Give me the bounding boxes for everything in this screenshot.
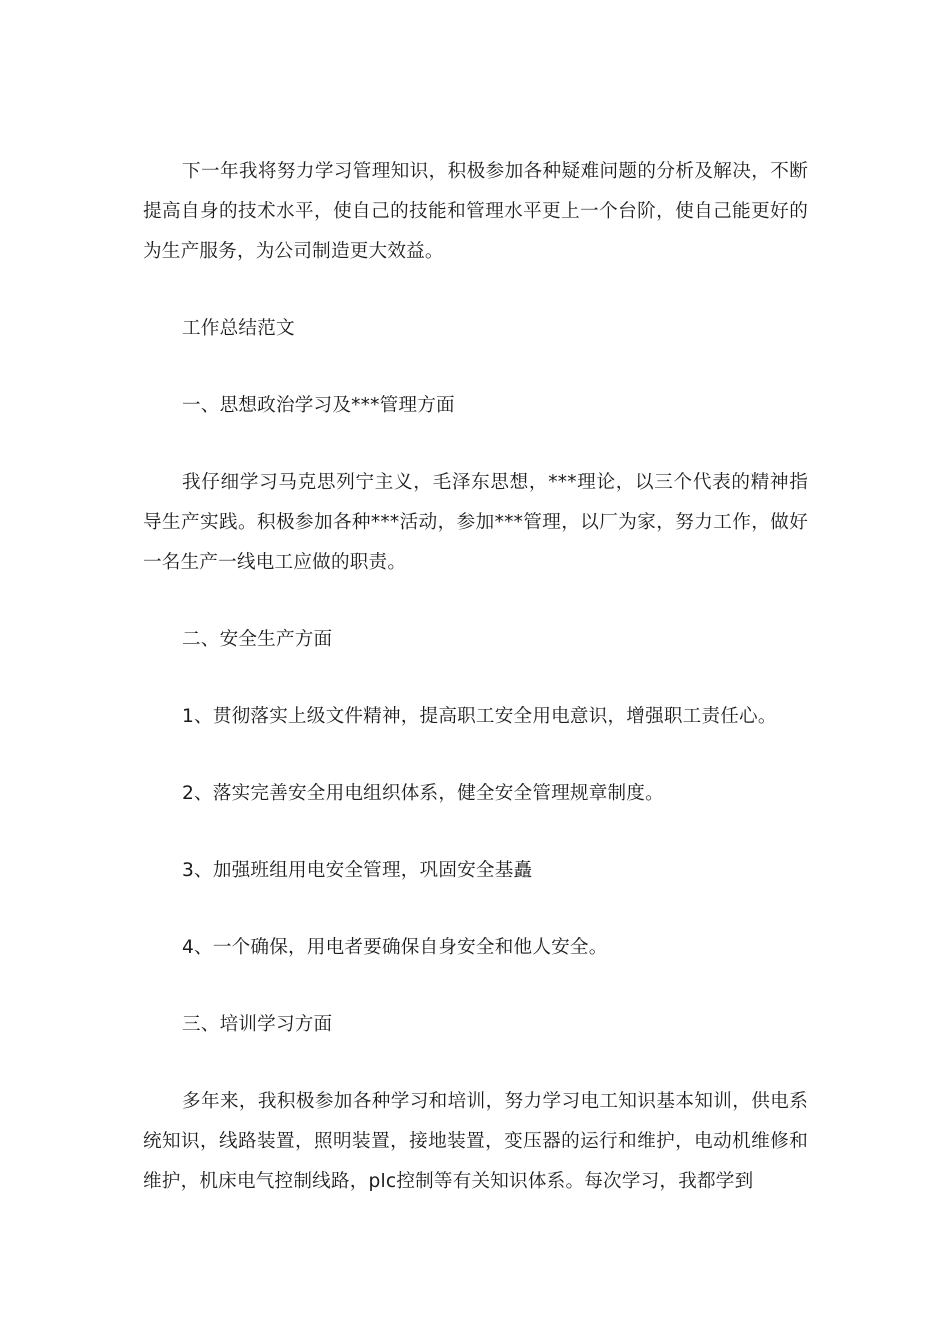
heading-training-study: 三、培训学习方面 [182,1014,333,1035]
list-item-safety-1: 1、贯彻落实上级文件精神，提高职工安全用电意识，增强职工责任心。 [182,706,777,727]
paragraph-gap [143,891,808,928]
heading-safety-production: 二、安全生产方面 [182,629,333,650]
paragraph-gap [143,737,808,774]
list-item-safety-2: 2、落实完善安全用电组织体系，健全安全管理规章制度。 [182,783,664,804]
paragraph-gap [143,583,808,620]
paragraph-political-study: 我仔细学习马克思列宁主义，毛泽东思想，***理论，以三个代表的精神指导生产实践。积极参加各种***活动，参加***管理，以厂为家，努力工作，做好一名生产一线电工应做的职责。 [143,472,808,573]
paragraph-gap [143,272,808,309]
paragraph-gap [143,349,808,386]
paragraph-gap [143,968,808,1005]
list-item-safety-4: 4、一个确保，用电者要确保自身安全和他人安全。 [182,937,608,958]
paragraph-training-study: 多年来，我积极参加各种学习和培训，努力学习电工知识基本知训，供电系统知识，线路装置，照明装置，接地装置，变压器的运行和维护，电动机维修和维护，机床电气控制线路，plc控制等有关知识体系。每次学习，我都学到 [143,1091,808,1192]
paragraph-gap [143,426,808,463]
heading-political-study: 一、思想政治学习及***管理方面 [182,395,455,416]
paragraph-gap [143,814,808,851]
document-body [143,152,808,1202]
paragraph-gap [143,660,808,697]
section-title-work-summary: 工作总结范文 [182,318,295,339]
paragraph-gap [143,1045,808,1082]
paragraph-plan-next-year: 下一年我将努力学习管理知识，积极参加各种疑难问题的分析及解决，不断提高自身的技术水平，使自己的技能和管理水平更上一个台阶，使自己能更好的为生产服务，为公司制造更大效益。 [143,161,808,262]
list-item-safety-3: 3、加强班组用电安全管理，巩固安全基矗 [182,860,533,881]
